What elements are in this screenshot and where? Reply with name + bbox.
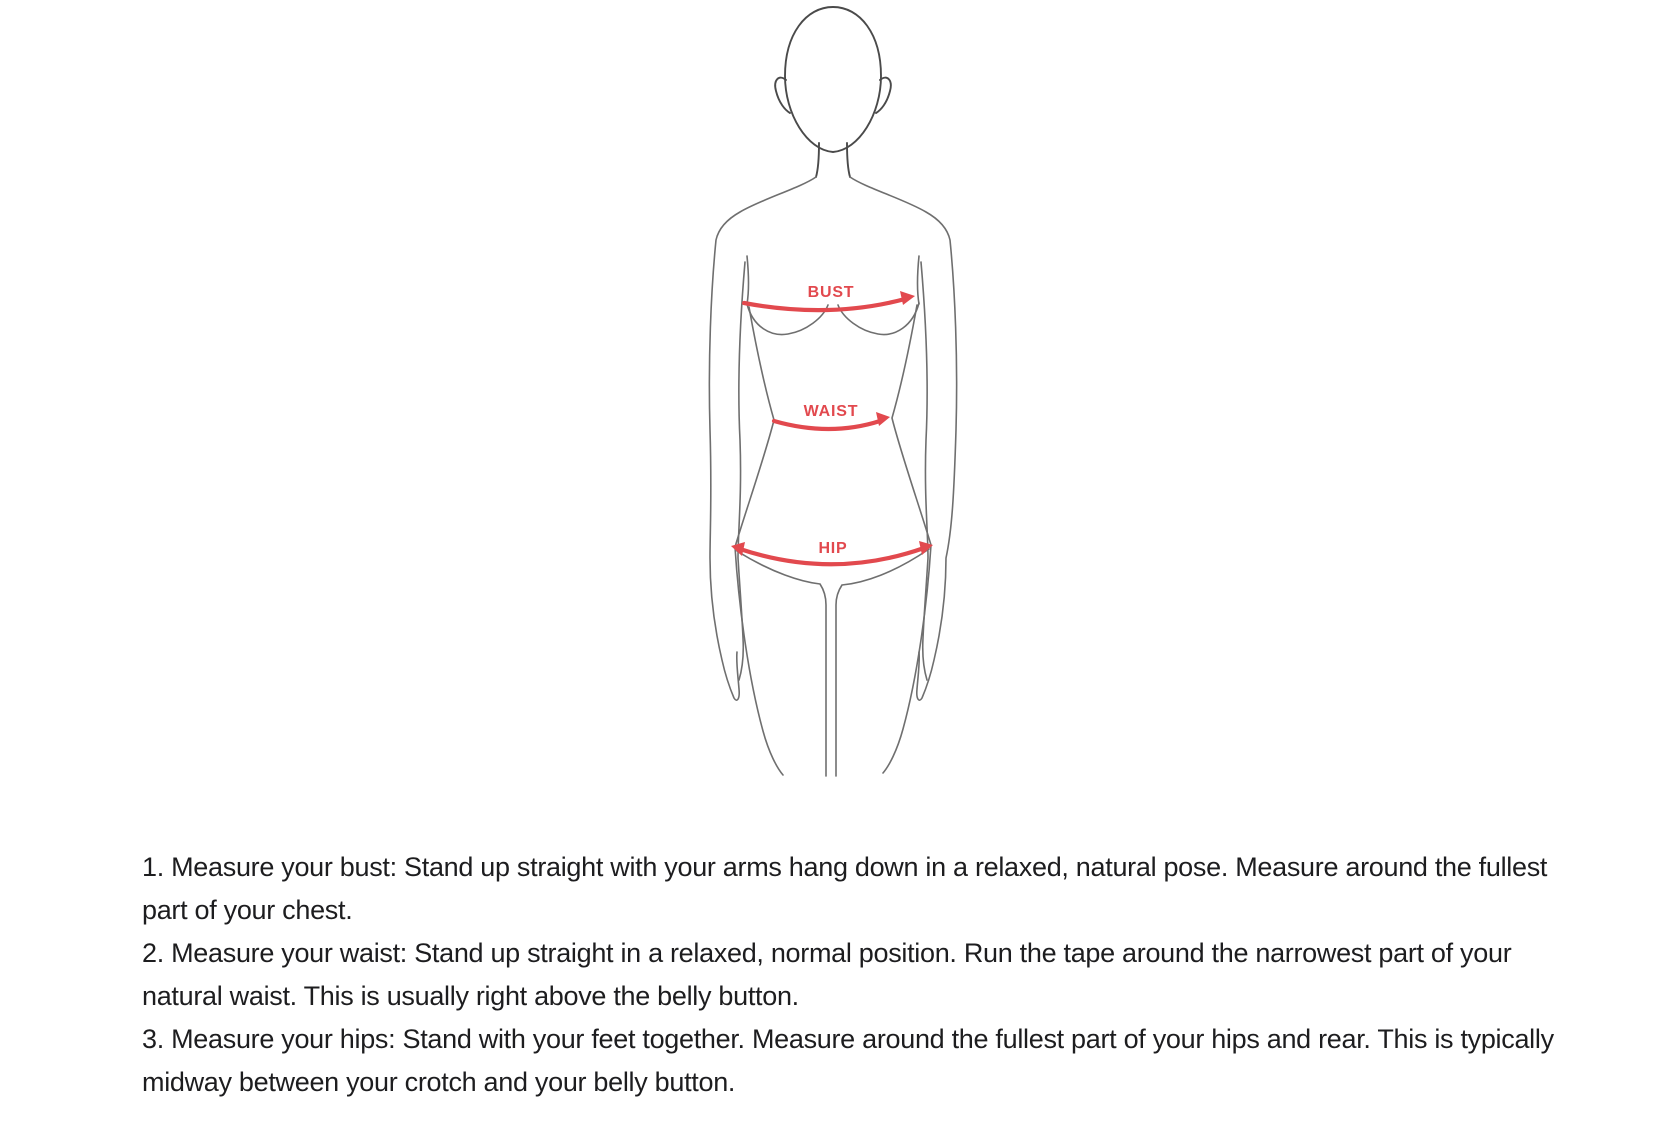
bust-arrowhead-icon [900, 291, 915, 305]
left-shoulder-arm-outline [709, 177, 816, 700]
waist-arrowhead-icon [876, 412, 890, 426]
waist-label: WAIST [803, 403, 859, 420]
right-ear-outline [876, 78, 891, 113]
right-torso-leg-outline [883, 305, 931, 773]
body-outline-figure [650, 0, 1010, 780]
waist-measure-line [774, 421, 880, 429]
head-outline [785, 7, 881, 152]
left-ear-outline [775, 78, 790, 113]
instruction-hips-line-2: midway between your crotch and your belly button. [142, 1067, 736, 1097]
body-measurement-diagram [650, 0, 1010, 780]
right-hip-crease-inner-leg [836, 549, 929, 776]
measurement-instructions [142, 846, 1554, 1104]
instruction-waist-line-1: 2. Measure your waist: Stand up straight in a relaxed, normal position. Run the tape around the narrowest part of your [142, 938, 1512, 968]
hip-label: HIP [818, 540, 848, 557]
left-hip-crease-inner-leg [737, 551, 826, 776]
instruction-bust-line-1: 1. Measure your bust: Stand up straight with your arms hang down in a relaxed, natural pose. Measure around the fullest [142, 852, 1548, 882]
right-shoulder-arm-outline [850, 177, 957, 700]
neck-left-line [816, 143, 819, 177]
instruction-hips-line-1: 3. Measure your hips: Stand with your feet together. Measure around the fullest part of your hips and rear. This is typically [142, 1024, 1554, 1054]
instruction-bust-line-2: part of your chest. [142, 895, 353, 925]
bust-label: BUST [807, 284, 855, 301]
right-chest-line [918, 256, 920, 304]
neck-right-line [847, 143, 850, 177]
instruction-waist-line-2: natural waist. This is usually right above the belly button. [142, 981, 799, 1011]
left-torso-leg-outline [735, 307, 783, 775]
left-chest-line [747, 256, 749, 304]
